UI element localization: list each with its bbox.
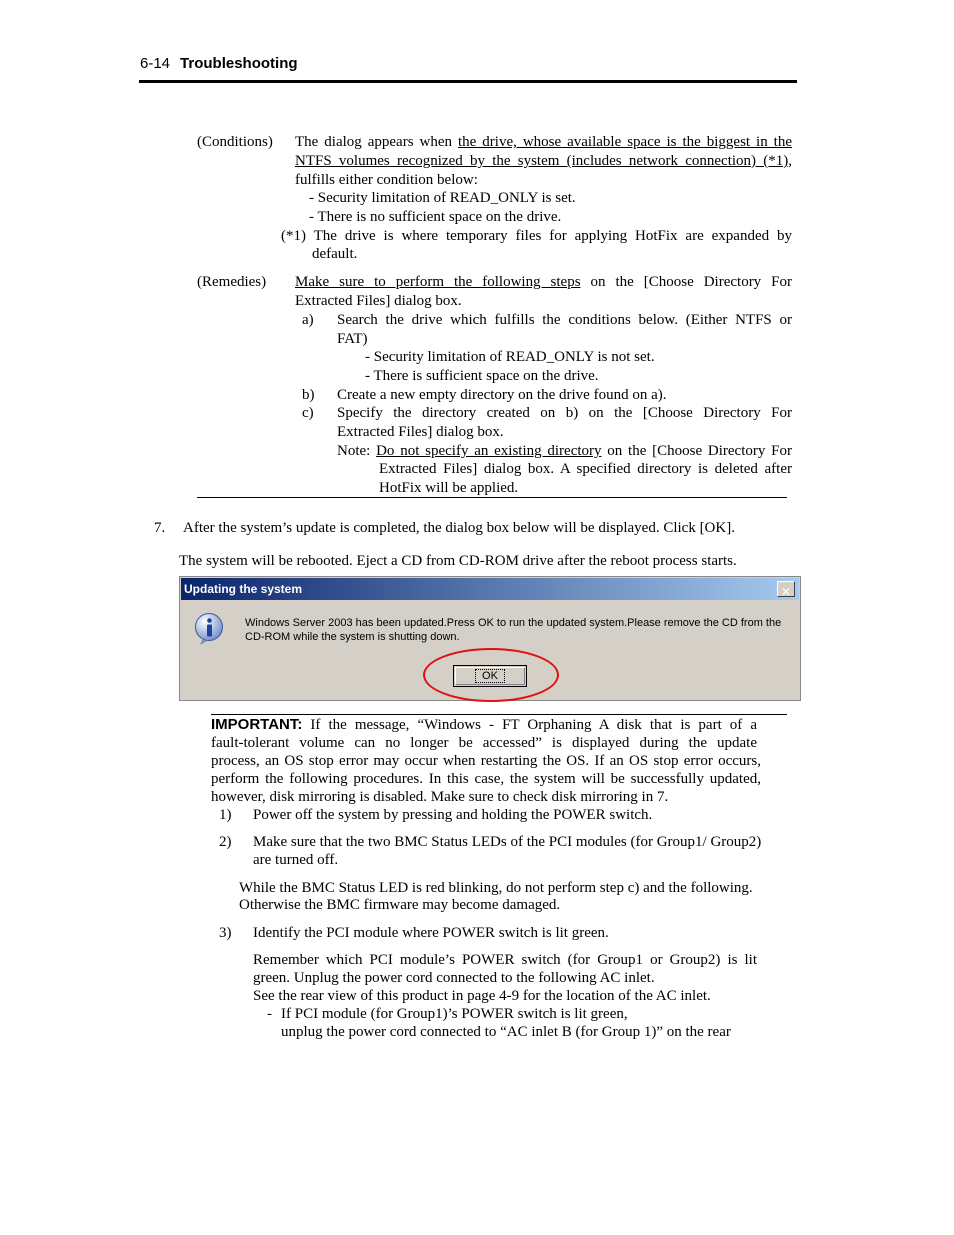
item2-number: 2) bbox=[219, 834, 232, 850]
note-label: Note: bbox=[337, 443, 377, 459]
conditions-footnote-line1: (*1) The drive is where temporary files for applying HotFix are expanded by bbox=[281, 228, 792, 244]
item3-p1-line1: Remember which PCI module’s POWER switch (for Group1 or Group2) is lit bbox=[253, 952, 757, 968]
dialog-title-bar bbox=[181, 578, 799, 600]
note-line2: Extracted Files] dialog box. A specified directory is deleted after bbox=[379, 461, 792, 477]
step7-text: After the system’s update is completed, the dialog box below will be displayed. Click [OK]. bbox=[183, 520, 735, 536]
conditions-label: (Conditions) bbox=[197, 134, 273, 150]
conditions-bullet-2: - There is no sufficient space on the drive. bbox=[309, 209, 562, 225]
page-header bbox=[140, 55, 298, 72]
note-underlined: Do not specify an existing directory bbox=[376, 443, 602, 459]
remedies-line1-tail: on the [Choose Directory For bbox=[580, 274, 792, 290]
step7-number: 7. bbox=[154, 520, 166, 536]
step-a-sub2: - There is sufficient space on the drive. bbox=[365, 368, 599, 384]
step-c-line1: Specify the directory created on b) on the [Choose Directory For bbox=[337, 405, 792, 421]
important-label: IMPORTANT: bbox=[211, 716, 303, 733]
step-b-text: Create a new empty directory on the drive found on a). bbox=[337, 387, 667, 403]
conditions-bullet-1: - Security limitation of READ_ONLY is set. bbox=[309, 190, 576, 206]
item1-number: 1) bbox=[219, 807, 232, 823]
remedies-line1 bbox=[295, 273, 792, 292]
item3-sub-line2: unplug the power cord connected to “AC inlet B (for Group 1)” on the rear bbox=[281, 1024, 731, 1040]
dialog-message-line1: Windows Server 2003 has been updated.Press OK to run the updated system.Please remove the CD from the bbox=[245, 617, 782, 629]
conditions-line2 bbox=[295, 152, 792, 171]
conditions-line1 bbox=[295, 133, 792, 152]
item3-text: Identify the PCI module where POWER switch is lit green. bbox=[253, 925, 609, 941]
conditions-line2-tail: , bbox=[788, 153, 792, 169]
conditions-line2-underlined: NTFS volumes recognized by the system (includes network connection) (*1) bbox=[295, 153, 789, 169]
information-icon bbox=[194, 613, 226, 645]
dialog-message bbox=[245, 616, 795, 644]
important-line1 bbox=[211, 716, 757, 735]
important-line2: fault-tolerant volume can no longer be accessed” is displayed during the update bbox=[211, 735, 757, 751]
item3-sub-dash: - bbox=[267, 1006, 272, 1022]
step7-followup: The system will be rebooted. Eject a CD from CD-ROM drive after the reboot process starts. bbox=[179, 553, 737, 569]
step-c-line2: Extracted Files] dialog box. bbox=[337, 424, 504, 440]
page-number: 6-14 bbox=[140, 55, 171, 72]
item3-sub-line1: If PCI module (for Group1)’s POWER switch is lit green, bbox=[281, 1006, 628, 1022]
step-a-line2: FAT) bbox=[337, 331, 368, 347]
warning-line1: While the BMC Status LED is red blinking, do not perform step c) and the following. bbox=[239, 880, 753, 896]
important-line3: process, an OS stop error may occur when restarting the OS. If an OS stop error occurs, bbox=[211, 753, 761, 769]
item2-line1: Make sure that the two BMC Status LEDs of the PCI modules (for Group1/ Group2) bbox=[253, 834, 762, 850]
ok-button-label: OK bbox=[475, 669, 505, 683]
item3-number: 3) bbox=[219, 925, 232, 941]
important-line1-text: If the message, “Windows - FT Orphaning A disk that is part of a bbox=[302, 717, 757, 733]
conditions-footnote-line2: default. bbox=[312, 246, 358, 262]
item3-p1-line3: See the rear view of this product in page 4-9 for the location of the AC inlet. bbox=[253, 988, 711, 1004]
step-a-line1: Search the drive which fulfills the conditions below. (Either NTFS or bbox=[337, 312, 792, 328]
close-button[interactable] bbox=[777, 581, 795, 597]
close-icon: ✕ bbox=[781, 585, 792, 599]
dialog-message-line2: CD-ROM while the system is shutting down. bbox=[245, 631, 460, 643]
important-line5: however, disk mirroring is disabled. Make sure to check disk mirroring in 7. bbox=[211, 789, 669, 805]
remedies-label: (Remedies) bbox=[197, 274, 267, 290]
important-line4: perform the following procedures. In this case, the system will be successfully updated, bbox=[211, 771, 761, 787]
step-a-sub1: - Security limitation of READ_ONLY is not set. bbox=[365, 349, 655, 365]
conditions-line1-text: The dialog appears when bbox=[295, 134, 458, 150]
note-line3: HotFix will be applied. bbox=[379, 480, 519, 496]
step-a-marker: a) bbox=[302, 312, 314, 328]
remedies-line1-underlined: Make sure to perform the following steps bbox=[295, 274, 581, 290]
important-top-rule bbox=[211, 714, 787, 715]
note-line1 bbox=[337, 442, 792, 461]
header-rule bbox=[139, 80, 797, 83]
item3-p1-line2: green. Unplug the power cord connected to the following AC inlet. bbox=[253, 970, 655, 986]
conditions-line1-underlined: the drive, whose available space is the biggest in the bbox=[457, 134, 793, 150]
table-bottom-rule bbox=[197, 497, 787, 498]
conditions-line3: fulfills either condition below: bbox=[295, 172, 478, 188]
ok-highlight-circle bbox=[423, 648, 559, 702]
dialog-title: Updating the system bbox=[184, 582, 303, 596]
warning-line2: Otherwise the BMC firmware may become damaged. bbox=[239, 897, 561, 913]
step-b-marker: b) bbox=[302, 387, 315, 403]
section-title: Troubleshooting bbox=[180, 55, 298, 72]
item2-line2: are turned off. bbox=[253, 852, 339, 868]
note-tail: on the [Choose Directory For bbox=[601, 443, 792, 459]
remedies-line2: Extracted Files] dialog box. bbox=[295, 293, 462, 309]
step-c-marker: c) bbox=[302, 405, 314, 421]
item1-text: Power off the system by pressing and holding the POWER switch. bbox=[253, 807, 653, 823]
